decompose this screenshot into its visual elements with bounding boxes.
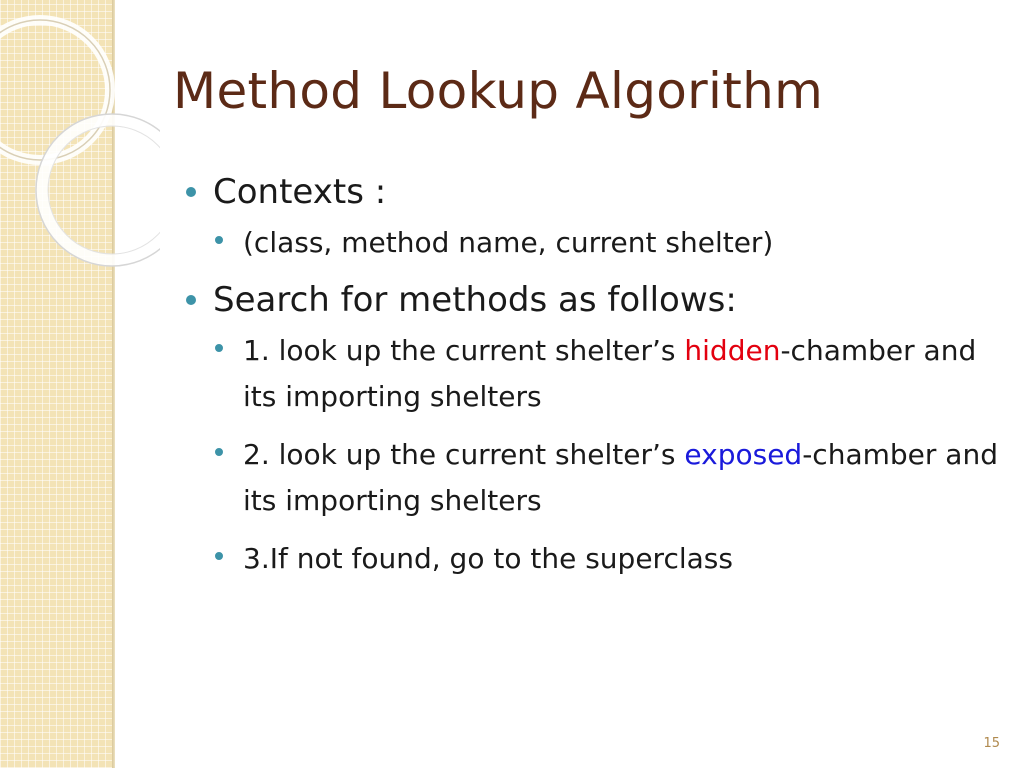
sub-bullet-text: (class, method name, current shelter)	[243, 226, 774, 259]
bullet-ring-icon	[215, 552, 223, 560]
highlight-exposed: exposed	[684, 438, 803, 471]
bullet-text: Contexts :	[213, 172, 387, 212]
sub-bullet-item	[213, 220, 1000, 266]
slide-title: Method Lookup Algorithm	[173, 62, 824, 120]
sub-bullet-text: 3.If not found, go to the superclass	[243, 542, 733, 575]
highlight-hidden: hidden	[684, 334, 781, 367]
sub-bullet-text-suffix: -chamber and its importing shelters	[243, 438, 998, 517]
bullet-dot-icon	[186, 187, 196, 197]
bullet-dot-icon	[186, 295, 196, 305]
decorative-rings-graphic	[0, 0, 160, 290]
sub-bullet-text-prefix: 1. look up the current shelter’s	[243, 334, 685, 367]
bullet-item	[180, 278, 1000, 582]
bullet-list	[180, 170, 1000, 594]
sub-bullet-text-suffix: -chamber and its importing shelters	[243, 334, 977, 413]
bullet-ring-icon	[215, 236, 223, 244]
bullet-item	[180, 170, 1000, 266]
sub-bullet-item	[213, 536, 1000, 582]
sub-bullet-item	[213, 328, 1000, 420]
bullet-ring-icon	[215, 448, 223, 456]
bullet-ring-icon	[215, 344, 223, 352]
page-number: 15	[983, 736, 1000, 751]
sub-bullet-list	[180, 220, 1000, 266]
sub-bullet-text-prefix: 2. look up the current shelter’s	[243, 438, 685, 471]
bullet-text: Search for methods as follows:	[213, 280, 737, 320]
sub-bullet-item	[213, 432, 1000, 524]
sub-bullet-list	[180, 328, 1000, 582]
